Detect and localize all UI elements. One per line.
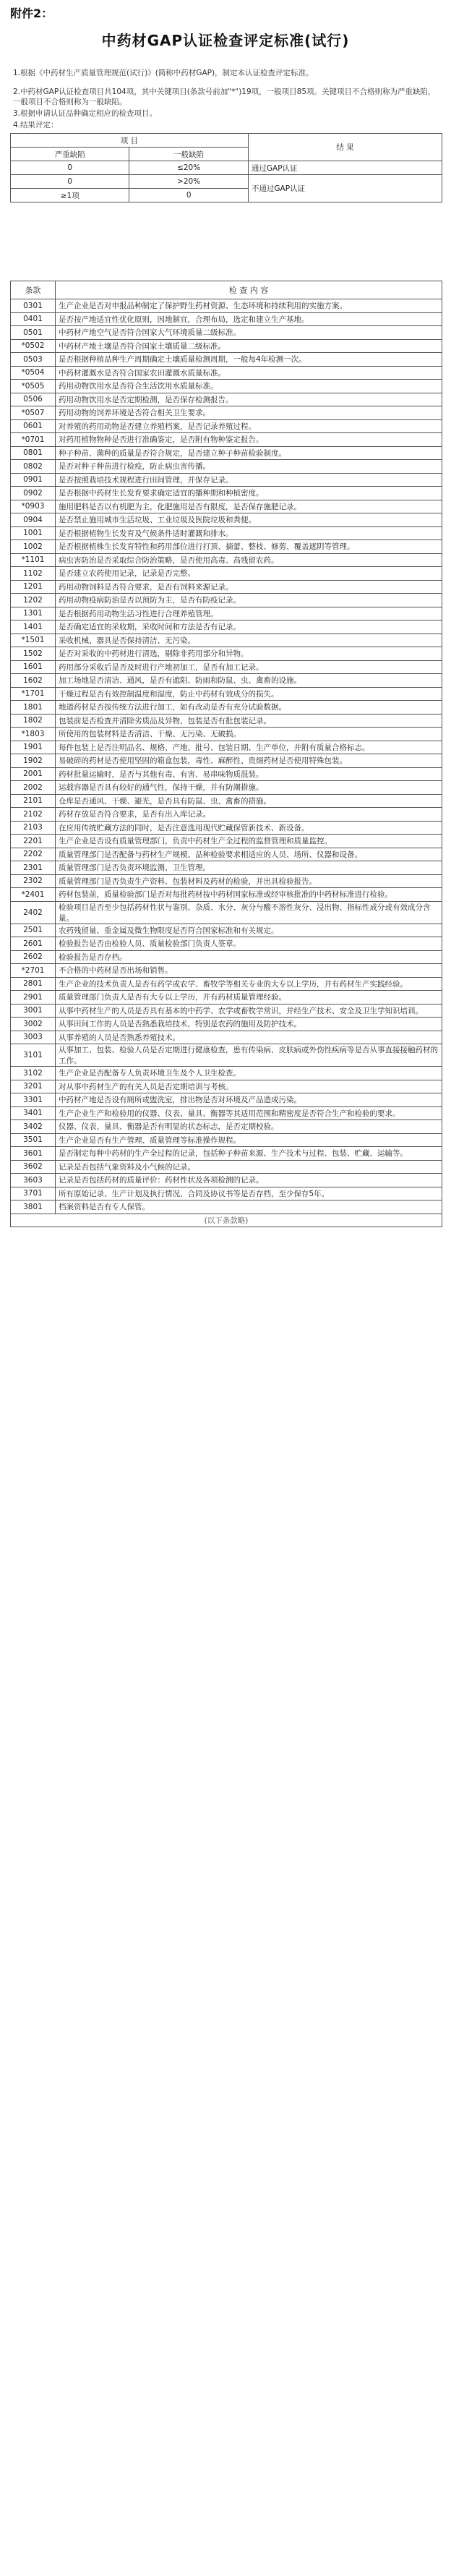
item-content: 药材批量运输时，是否与其他有毒、有害、易串味物质混装。 <box>56 767 442 781</box>
item-content: 药用动物饲料是否符合要求，是否有饲料来源记录。 <box>56 580 442 594</box>
table-row <box>11 808 442 822</box>
item-content: 农药残留量、重金属及微生物限度是否符合国家标准和有关规定。 <box>56 924 442 937</box>
item-code: 3301 <box>11 1093 56 1107</box>
item-content: 种子种苗、菌种的质量是否符合规定，是否建立种子种苗检验制度。 <box>56 446 442 460</box>
item-code: 2301 <box>11 861 56 875</box>
table-row <box>11 634 442 647</box>
rating-row <box>11 175 442 189</box>
item-code: 3101 <box>11 1044 56 1067</box>
table-row <box>11 594 442 607</box>
table-row <box>11 701 442 715</box>
table-row <box>11 728 442 741</box>
table-row <box>11 1120 442 1134</box>
table-row <box>11 366 442 380</box>
item-code: 1801 <box>11 701 56 715</box>
table-row <box>11 446 442 460</box>
table-row <box>11 567 442 581</box>
rating-head-result: 结 果 <box>248 134 442 161</box>
item-code: *2401 <box>11 888 56 902</box>
table-row <box>11 848 442 861</box>
table-row <box>11 1174 442 1187</box>
item-content: 中药材产地土壤是否符合国家土壤质量二级标准。 <box>56 339 442 353</box>
table-row-more <box>11 1214 442 1227</box>
item-content: 记录是否包括气象资料及小气候的记录。 <box>56 1160 442 1174</box>
table-row <box>11 553 442 567</box>
table-row <box>11 767 442 781</box>
item-code: *1501 <box>11 634 56 647</box>
item-code: 2901 <box>11 991 56 1005</box>
item-content: 是否根据植物生长发育及气候条件适时灌溉和排水。 <box>56 526 442 540</box>
item-content: 生产企业是否有生产管理、质量管理等标准操作规程。 <box>56 1133 442 1147</box>
item-content: 采收机械、器具是否保持清洁、无污染。 <box>56 634 442 647</box>
page-title: 中药材GAP认证检查评定标准(试行) <box>101 32 350 49</box>
item-code: 3601 <box>11 1147 56 1161</box>
item-content: 质量管理部门负责人是否有大专以上学历，并有药材质量管理经验。 <box>56 991 442 1005</box>
table-row <box>11 433 442 447</box>
table-row <box>11 977 442 991</box>
table-row <box>11 460 442 474</box>
item-content: 是否根据药用动物生活习性进行合理养殖管理。 <box>56 607 442 620</box>
item-content: 档案资料是否有专人保管。 <box>56 1200 442 1214</box>
item-code: 1901 <box>11 741 56 754</box>
more-label: (以下条款略) <box>11 1214 442 1227</box>
item-code: *0701 <box>11 433 56 447</box>
item-code: 2202 <box>11 848 56 861</box>
item-code: 2801 <box>11 977 56 991</box>
table-row <box>11 393 442 406</box>
note-1: 1.根据《中药材生产质量管理规范(试行)》(简称中药材GAP)，制定本认证检查评定标准。 <box>13 69 314 77</box>
table-row <box>11 580 442 594</box>
item-content: 质量管理部门是否配备与药材生产规模、品种检验要求相适应的人员、场所、仪器和设备。 <box>56 848 442 861</box>
item-code: 0901 <box>11 473 56 487</box>
item-code: 1502 <box>11 647 56 661</box>
table-row <box>11 674 442 688</box>
table-row <box>11 1187 442 1200</box>
item-content: 对药用植物物种是否进行准确鉴定，是否附有物种鉴定报告。 <box>56 433 442 447</box>
table-row <box>11 647 442 661</box>
item-code: 1301 <box>11 607 56 620</box>
table-row <box>11 1067 442 1080</box>
table-row <box>11 353 442 367</box>
item-content: 是否对采收的中药材进行清选，剔除非药用部分和异物。 <box>56 647 442 661</box>
item-code: 1902 <box>11 754 56 768</box>
item-code: 1001 <box>11 526 56 540</box>
item-content: 是否制定每种中药材的生产全过程的记录，包括种子种苗来源、生产技术与过程、包装、贮藏、运输等。 <box>56 1147 442 1161</box>
table-row <box>11 1044 442 1067</box>
item-code: 1802 <box>11 714 56 728</box>
item-content: 是否对种子种苗进行检疫，防止病虫害传播。 <box>56 460 442 474</box>
item-content: 生产企业是否对申报品种制定了保护野生药材资源、生态环境和持续利用的实施方案。 <box>56 299 442 313</box>
table-row <box>11 835 442 848</box>
item-code: *0502 <box>11 339 56 353</box>
item-content: 所使用的包装材料是否清洁、干燥、无污染、无破损。 <box>56 728 442 741</box>
item-code: 0801 <box>11 446 56 460</box>
item-code: 0904 <box>11 513 56 527</box>
table-row <box>11 526 442 540</box>
item-content: 是否禁止施用城市生活垃圾、工业垃圾及医院垃圾和粪便。 <box>56 513 442 527</box>
table-row <box>11 874 442 888</box>
rating-sub-general: 一般缺陷 <box>129 148 248 161</box>
item-content: 是否按照栽培技术规程进行田间管理，并保存记录。 <box>56 473 442 487</box>
item-code: 2002 <box>11 781 56 795</box>
item-content: 病虫害防治是否采取综合防治策略，是否使用高毒、高残留农药。 <box>56 553 442 567</box>
item-content: 药材存放是否符合要求，是否有出入库记录。 <box>56 808 442 822</box>
table-row <box>11 607 442 620</box>
item-code: 0902 <box>11 487 56 500</box>
rating-head-item: 项 目 <box>11 134 249 148</box>
item-content: 质量管理部门是否负责环境监测、卫生管理。 <box>56 861 442 875</box>
item-code: *1101 <box>11 553 56 567</box>
table-row <box>11 419 442 433</box>
item-code: *0505 <box>11 380 56 393</box>
item-content: 仪器、仪表、量具、衡器是否有明显的状态标志，是否定期校验。 <box>56 1120 442 1134</box>
item-content: 药用动物疫病防治是否以预防为主，是否有防疫记录。 <box>56 594 442 607</box>
item-content: 是否根据种植品种生产周期确定土壤质量检测周期，一般每4年检测一次。 <box>56 353 442 367</box>
item-code: 1201 <box>11 580 56 594</box>
rating-cell: 通过GAP认证 <box>248 161 442 175</box>
item-code: 0601 <box>11 419 56 433</box>
table-row <box>11 406 442 420</box>
table-row <box>11 660 442 674</box>
table-row <box>11 620 442 634</box>
attachment-label: 附件2： <box>10 7 53 20</box>
item-content: 包装前是否检查并清除劣质品及异物，包装是否有批包装记录。 <box>56 714 442 728</box>
table-row <box>11 500 442 513</box>
table-row <box>11 312 442 326</box>
rating-sub-serious: 严重缺陷 <box>11 148 129 161</box>
item-content: 从事养殖的人员是否熟悉养殖技术。 <box>56 1031 442 1044</box>
table-row <box>11 1200 442 1214</box>
item-content: 是否根据中药材生长发育要求确定适宜的播种期和种植密度。 <box>56 487 442 500</box>
table-row <box>11 326 442 340</box>
rating-cell: 0 <box>11 161 129 175</box>
table-row <box>11 888 442 902</box>
item-code: 0503 <box>11 353 56 367</box>
item-code: *0504 <box>11 366 56 380</box>
table-row <box>11 821 442 835</box>
item-content: 每件包装上是否注明品名、规格、产地、批号、包装日期、生产单位，并附有质量合格标志。 <box>56 741 442 754</box>
item-content: 药用部分采收后是否及时进行产地初加工，是否有加工记录。 <box>56 660 442 674</box>
table-row <box>11 513 442 527</box>
item-content: 干燥过程是否有效控制温度和湿度，防止中药材有效成分的损失。 <box>56 687 442 701</box>
table-row <box>11 299 442 313</box>
table-row <box>11 473 442 487</box>
item-code: *1701 <box>11 687 56 701</box>
item-content: 运载容器是否具有较好的通气性，保持干燥，并有防潮措施。 <box>56 781 442 795</box>
item-code: 2602 <box>11 950 56 964</box>
item-content: 是否建立农药使用记录，记录是否完整。 <box>56 567 442 581</box>
table-row <box>11 924 442 937</box>
item-content: 生产企业是否配备专人负责环境卫生及个人卫生检查。 <box>56 1067 442 1080</box>
table-row <box>11 714 442 728</box>
item-content: 生产企业是否设有质量管理部门，负责中药材生产全过程的监督管理和质量监控。 <box>56 835 442 848</box>
rating-cell: ≤20% <box>129 161 248 175</box>
item-content: 不合格的中药材是否出场和销售。 <box>56 964 442 978</box>
table-row <box>11 380 442 393</box>
item-code: *0903 <box>11 500 56 513</box>
rating-cell: >20% <box>129 175 248 189</box>
item-code: 3002 <box>11 1018 56 1031</box>
item-content: 药用动物饮用水是否符合生活饮用水质量标准。 <box>56 380 442 393</box>
item-code: 1602 <box>11 674 56 688</box>
item-code: 2101 <box>11 794 56 808</box>
table-row <box>11 487 442 500</box>
item-code: 2201 <box>11 835 56 848</box>
table-row <box>11 1031 442 1044</box>
table-row <box>11 687 442 701</box>
table-row <box>11 950 442 964</box>
table-row <box>11 901 442 924</box>
item-code: 3201 <box>11 1080 56 1093</box>
table-row <box>11 781 442 795</box>
table-row <box>11 964 442 978</box>
item-code: *0507 <box>11 406 56 420</box>
item-content: 从事中药材生产的人员是否具有基本的中药学、农学或畜牧学常识，并经生产技术、安全及卫生学知识培训。 <box>56 1004 442 1018</box>
note-4: 4.结果评定： <box>13 121 59 129</box>
item-content: 生产企业生产和检验用的仪器、仪表、量具、衡器等其适用范围和精密度是否符合生产和检验的要求。 <box>56 1106 442 1120</box>
rating-table <box>10 133 442 202</box>
table-row <box>11 1004 442 1018</box>
item-code: 3003 <box>11 1031 56 1044</box>
item-content: 对从事中药材生产的有关人员是否定期培训与考核。 <box>56 1080 442 1093</box>
item-code: 0301 <box>11 299 56 313</box>
item-code: *1803 <box>11 728 56 741</box>
rating-cell: 不通过GAP认证 <box>248 175 442 202</box>
item-code: 2601 <box>11 937 56 951</box>
item-code: 1401 <box>11 620 56 634</box>
table-row <box>11 1106 442 1120</box>
note-3: 3.根据申请认证品种确定相应的检查项目。 <box>13 109 158 118</box>
item-code: 0802 <box>11 460 56 474</box>
item-code: 1002 <box>11 540 56 554</box>
item-content: 药材包装前，质量检验部门是否对每批药材按中药材国家标准或经审核批准的中药材标准进行检验。 <box>56 888 442 902</box>
table-row <box>11 1133 442 1147</box>
table-row <box>11 1080 442 1093</box>
table-row <box>11 794 442 808</box>
item-code: 2501 <box>11 924 56 937</box>
item-content: 中药材灌溉水是否符合国家农田灌溉水质量标准。 <box>56 366 442 380</box>
item-code: 0501 <box>11 326 56 340</box>
item-content: 地道药材是否按传统方法进行加工，如有改动是否有充分试验数据。 <box>56 701 442 715</box>
note-2: 2.中药材GAP认证检查项目共104项，其中关键项目(条款号前加"*")19项，一般项目85项。关键项目不合格则称为严重缺陷，一般项目不合格则称为一般缺陷。 <box>13 88 436 106</box>
item-code: 3001 <box>11 1004 56 1018</box>
item-code: 3602 <box>11 1160 56 1174</box>
item-content: 检验报告是否由检验人员、质量检验部门负责人签章。 <box>56 937 442 951</box>
item-content: 中药材产地是否设有厕所或盥洗室，排出物是否对环境及产品造成污染。 <box>56 1093 442 1107</box>
item-content: 药用动物的饲养环境是否符合相关卫生要求。 <box>56 406 442 420</box>
item-code: 2102 <box>11 808 56 822</box>
table-row <box>11 861 442 875</box>
item-content: 是否根据植株生长发育特性和药用部位进行打顶、摘蕾、整枝、修剪、覆盖遮阴等管理。 <box>56 540 442 554</box>
table-row <box>11 1093 442 1107</box>
item-content: 记录是否包括药材的质量评价：药材性状及各项检测的记录。 <box>56 1174 442 1187</box>
item-code: 2103 <box>11 821 56 835</box>
table-row <box>11 339 442 353</box>
item-content: 施用肥料是否以有机肥为主，化肥施用是否有限度，是否保存施肥记录。 <box>56 500 442 513</box>
item-code: 3401 <box>11 1106 56 1120</box>
table-row <box>11 1018 442 1031</box>
item-code: 3501 <box>11 1133 56 1147</box>
table-row <box>11 540 442 554</box>
item-code: 1102 <box>11 567 56 581</box>
rating-cell: 0 <box>129 189 248 202</box>
table-row <box>11 1147 442 1161</box>
item-code: 2402 <box>11 901 56 924</box>
check-items-table <box>10 281 442 1227</box>
item-code: 3701 <box>11 1187 56 1200</box>
rating-row <box>11 161 442 175</box>
table-row <box>11 991 442 1005</box>
item-content: 药用动物饮用水是否定期检测，是否保存检测报告。 <box>56 393 442 406</box>
item-code: 3801 <box>11 1200 56 1214</box>
rating-cell: 0 <box>11 175 129 189</box>
item-code: 0506 <box>11 393 56 406</box>
item-code: 2001 <box>11 767 56 781</box>
item-code: 3402 <box>11 1120 56 1134</box>
item-content: 质量管理部门是否负责生产资料、包装材料及药材的检验，并出具检验报告。 <box>56 874 442 888</box>
item-code: 3603 <box>11 1174 56 1187</box>
item-code: 1601 <box>11 660 56 674</box>
item-content: 仓库是否通风、干燥、避光，是否具有防鼠、虫、禽畜的措施。 <box>56 794 442 808</box>
item-content: 检验报告是否存档。 <box>56 950 442 964</box>
item-content: 所有原始记录、生产计划及执行情况、合同及协议书等是否存档，至少保存5年。 <box>56 1187 442 1200</box>
item-content: 是否确定适宜的采收期，采收时间和方法是否有记录。 <box>56 620 442 634</box>
item-code: 3102 <box>11 1067 56 1080</box>
item-code: 1202 <box>11 594 56 607</box>
table-row <box>11 937 442 951</box>
table-row <box>11 1160 442 1174</box>
item-content: 中药材产地空气是否符合国家大气环境质量二级标准。 <box>56 326 442 340</box>
items-head-content: 检 查 内 容 <box>56 281 442 299</box>
item-content: 生产企业的技术负责人是否有药学或农学、畜牧学等相关专业的大专以上学历，并有药材生产实践经验。 <box>56 977 442 991</box>
table-row <box>11 741 442 754</box>
table-row <box>11 754 442 768</box>
item-content: 对养殖的药用动物是否建立养殖档案，是否记录养殖过程。 <box>56 419 442 433</box>
item-content: 是否按产地适宜性优化原则，因地制宜，合理布局，选定和建立生产基地。 <box>56 312 442 326</box>
rating-cell: ≥1项 <box>11 189 129 202</box>
item-content: 在应用传统贮藏方法的同时，是否注意选用现代贮藏保管新技术、新设备。 <box>56 821 442 835</box>
item-content: 检验项目是否至少包括药材性状与鉴别、杂质、水分、灰分与酸不溶性灰分、浸出物、指标性成分或有效成分含量。 <box>56 901 442 924</box>
item-code: 2302 <box>11 874 56 888</box>
item-content: 从事加工、包装、检验人员是否定期进行健康检查，患有传染病、皮肤病或外伤性疾病等是否从事直接接触药材的工作。 <box>56 1044 442 1067</box>
item-content: 易破碎的药材是否使用坚固的箱盒包装，毒性、麻醉性、贵细药材是否使用特殊包装。 <box>56 754 442 768</box>
item-content: 加工场地是否清洁、通风，是否有遮阳、防雨和防鼠、虫、禽畜的设施。 <box>56 674 442 688</box>
item-content: 从事田间工作的人员是否熟悉栽培技术，特别是农药的施用及防护技术。 <box>56 1018 442 1031</box>
items-head-code: 条款 <box>11 281 56 299</box>
item-code: *2701 <box>11 964 56 978</box>
item-code: 0401 <box>11 312 56 326</box>
